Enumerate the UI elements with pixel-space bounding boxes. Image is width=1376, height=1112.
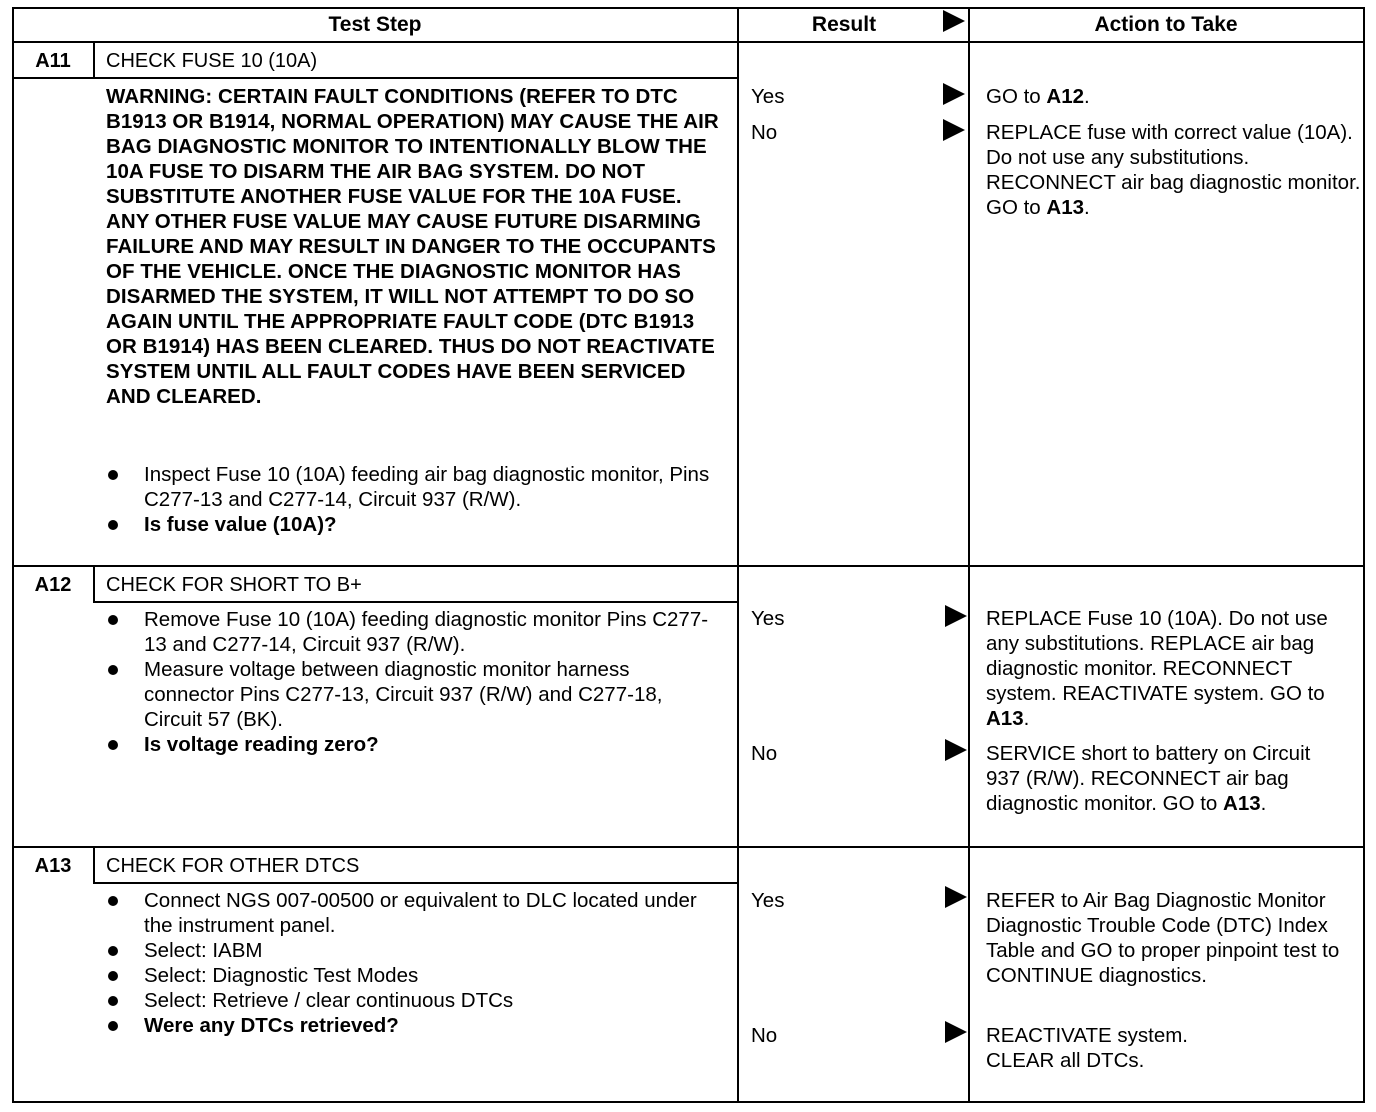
column-divider-result <box>737 7 739 1103</box>
header-test-step: Test Step <box>328 13 422 36</box>
step-reference: A13 <box>1046 196 1084 219</box>
result-yes: Yes <box>751 889 785 912</box>
header-rule <box>12 41 1365 43</box>
bullet-item: Measure voltage between diagnostic monitor harness connector Pins C277-13, Circuit 937 (R/W) and C277-18, Circuit 57 (BK). <box>106 657 711 732</box>
bullet-item: Inspect Fuse 10 (10A) feeding air bag diagnostic monitor, Pins C277-13 and C277-14, Circuit 937 (R/W). <box>106 462 711 512</box>
row-divider-a13 <box>12 846 1365 848</box>
header-result: Result <box>811 13 877 36</box>
result-arrow-icon <box>945 739 967 761</box>
bullet-question: Is voltage reading zero? <box>106 732 711 757</box>
warning-text: WARNING: CERTAIN FAULT CONDITIONS (REFER TO DTC B1913 OR B1914, NORMAL OPERATION) MAY CAUSE THE AIR BAG DIAGNOSTIC MONITOR TO INTENTIONALLY BLOW THE 10A FUSE TO DISARM THE AIR BAG SYSTEM. DO NOT SUBSTITUTE ANOTHER FUSE VALUE FOR THE 10A FUSE. ANY OTHER FUSE VALUE MAY CAUSE FUTURE DISARMING FAILURE AND MAY RESULT IN DANGER TO THE OCCUPANTS OF THE VEHICLE. ONCE THE DIAGNOSTIC MONITOR HAS DISARMED THE SYSTEM, IT WILL NOT ATTEMPT TO DO SO AGAIN UNTIL THE APPROPRIATE FAULT CODE (DTC B1913 OR B1914) HAS BEEN CLEARED. THUS DO NOT REACTIVATE SYSTEM UNTIL ALL FAULT CODES HAVE BEEN SERVICED AND CLEARED. <box>106 85 719 408</box>
step-title-rule <box>12 77 739 79</box>
step-reference: A13 <box>1223 792 1261 815</box>
action-text <box>986 84 1364 109</box>
result-no: No <box>751 121 778 144</box>
action-text-part: . <box>1023 707 1030 730</box>
result-arrow-icon <box>943 10 965 32</box>
step-id-divider <box>93 41 95 79</box>
action-text <box>986 120 1364 220</box>
column-divider-action <box>968 7 970 1103</box>
step-title: CHECK FOR SHORT TO B+ <box>106 574 362 596</box>
step-id: A13 <box>34 855 72 877</box>
step-id: A11 <box>35 50 71 72</box>
action-text <box>986 741 1342 816</box>
bullet-item: Connect NGS 007-00500 or equivalent to DLC located under the instrument panel. <box>106 888 711 938</box>
step-title: CHECK FUSE 10 (10A) <box>106 50 318 72</box>
step-id-divider <box>93 846 95 884</box>
action-text-part: REACTIVATE system. CLEAR all DTCs. <box>986 1024 1188 1072</box>
action-text-part: . <box>1084 196 1090 219</box>
action-text-part: REPLACE fuse with correct value (10A). Do not use any substitutions. RECONNECT air bag diagnostic monitor. GO to <box>986 121 1361 219</box>
result-arrow-icon <box>943 83 965 105</box>
result-arrow-icon <box>943 119 965 141</box>
action-text-part: GO to <box>986 85 1047 108</box>
bullet-item: Select: Retrieve / clear continuous DTCs <box>106 988 711 1013</box>
bullet-item: Select: Diagnostic Test Modes <box>106 963 711 988</box>
result-no: No <box>751 1024 778 1047</box>
action-text <box>986 1023 1226 1073</box>
step-id-divider <box>93 565 95 603</box>
step-reference: A12 <box>1046 85 1084 108</box>
bullet-item: Select: IABM <box>106 938 711 963</box>
bullet-question: Is fuse value (10A)? <box>106 512 711 537</box>
step-reference: A13 <box>986 707 1024 730</box>
action-text-part: SERVICE short to battery on Circuit 937 (R/W). RECONNECT air bag diagnostic monitor. GO to <box>986 742 1311 815</box>
result-yes: Yes <box>751 85 785 108</box>
step-title-rule <box>93 882 739 884</box>
bullet-question: Were any DTCs retrieved? <box>106 1013 711 1038</box>
result-yes: Yes <box>751 607 785 630</box>
action-text-part: REFER to Air Bag Diagnostic Monitor Diagnostic Trouble Code (DTC) Index Table and GO to proper pinpoint test to CONTINUE diagnostics. <box>986 889 1340 987</box>
result-no: No <box>751 742 778 765</box>
header-action: Action to Take <box>1094 13 1238 36</box>
table-border-bottom <box>12 1101 1365 1103</box>
step-bullets <box>106 462 711 537</box>
step-bullets <box>106 888 711 1038</box>
action-text-part: REPLACE Fuse 10 (10A). Do not use any substitutions. REPLACE air bag diagnostic monitor. RECONNECT system. REACTIVATE system. GO to <box>986 607 1328 705</box>
step-title: CHECK FOR OTHER DTCS <box>106 855 360 877</box>
step-title-rule <box>93 601 739 603</box>
step-id: A12 <box>34 574 72 596</box>
table-border-left <box>12 7 14 1103</box>
row-divider-a12 <box>12 565 1365 567</box>
table-border-top <box>12 7 1365 9</box>
action-text <box>986 888 1356 988</box>
result-arrow-icon <box>945 605 967 627</box>
action-text-part: . <box>1084 85 1090 108</box>
action-text <box>986 606 1342 731</box>
result-arrow-icon <box>945 1021 967 1043</box>
action-text-part: . <box>1260 792 1267 815</box>
result-arrow-icon <box>945 886 967 908</box>
step-bullets <box>106 607 711 757</box>
bullet-item: Remove Fuse 10 (10A) feeding diagnostic monitor Pins C277-13 and C277-14, Circuit 937 (R/W). <box>106 607 711 657</box>
